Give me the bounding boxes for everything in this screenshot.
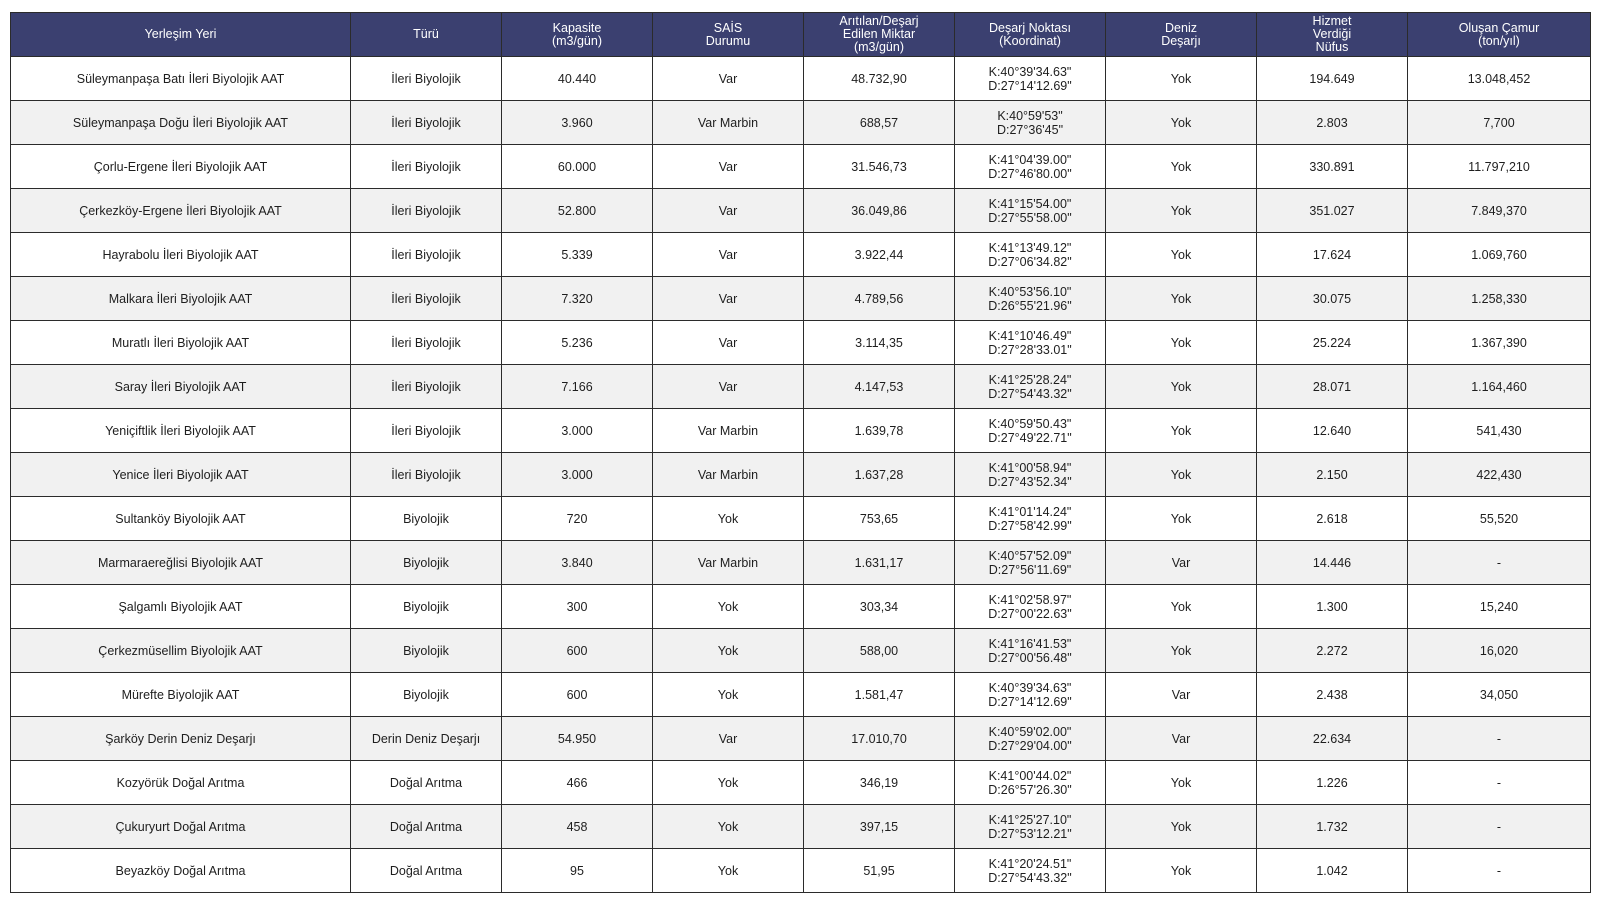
cell-capacity: 5.339	[502, 233, 653, 277]
cell-capacity: 466	[502, 761, 653, 805]
header-sais-status: SAİS Durumu	[653, 13, 804, 57]
cell-sais-status: Yok	[653, 629, 804, 673]
header-population-served: Hizmet Verdiği Nüfus	[1257, 13, 1408, 57]
cell-discharge-point: K:40°57'52.09" D:27°56'11.69"	[955, 541, 1106, 585]
cell-sais-status: Var	[653, 233, 804, 277]
cell-location: Şalgamlı Biyolojik AAT	[11, 585, 351, 629]
cell-sais-status: Var	[653, 57, 804, 101]
cell-population-served: 330.891	[1257, 145, 1408, 189]
table-row	[11, 849, 1591, 893]
cell-location: Saray İleri Biyolojik AAT	[11, 365, 351, 409]
table-row	[11, 453, 1591, 497]
cell-type: İleri Biyolojik	[351, 57, 502, 101]
cell-sludge: 16,020	[1408, 629, 1591, 673]
cell-type: İleri Biyolojik	[351, 453, 502, 497]
cell-population-served: 25.224	[1257, 321, 1408, 365]
cell-sea-discharge: Yok	[1106, 233, 1257, 277]
cell-sais-status: Yok	[653, 849, 804, 893]
cell-location: Şarköy Derin Deniz Deşarjı	[11, 717, 351, 761]
table-row	[11, 629, 1591, 673]
cell-sea-discharge: Yok	[1106, 57, 1257, 101]
cell-discharge-point: K:41°20'24.51" D:27°54'43.32"	[955, 849, 1106, 893]
cell-sea-discharge: Yok	[1106, 497, 1257, 541]
cell-population-served: 1.042	[1257, 849, 1408, 893]
cell-population-served: 14.446	[1257, 541, 1408, 585]
cell-sludge: 13.048,452	[1408, 57, 1591, 101]
cell-sais-status: Var	[653, 145, 804, 189]
cell-population-served: 351.027	[1257, 189, 1408, 233]
cell-discharge-point: K:41°10'46.49" D:27°28'33.01"	[955, 321, 1106, 365]
cell-population-served: 22.634	[1257, 717, 1408, 761]
cell-sais-status: Var	[653, 321, 804, 365]
table-row	[11, 101, 1591, 145]
cell-sludge: 1.069,760	[1408, 233, 1591, 277]
cell-sais-status: Var	[653, 717, 804, 761]
header-sludge: Oluşan Çamur (ton/yıl)	[1408, 13, 1591, 57]
cell-discharge-point: K:41°04'39.00" D:27°46'80.00"	[955, 145, 1106, 189]
cell-discharge-point: K:40°53'56.10" D:26°55'21.96"	[955, 277, 1106, 321]
cell-location: Çerkezmüsellim Biyolojik AAT	[11, 629, 351, 673]
cell-location: Çerkezköy-Ergene İleri Biyolojik AAT	[11, 189, 351, 233]
cell-treated-amount: 48.732,90	[804, 57, 955, 101]
cell-type: Doğal Arıtma	[351, 805, 502, 849]
cell-capacity: 7.166	[502, 365, 653, 409]
table-row	[11, 761, 1591, 805]
cell-discharge-point: K:41°00'44.02" D:26°57'26.30"	[955, 761, 1106, 805]
cell-treated-amount: 36.049,86	[804, 189, 955, 233]
cell-capacity: 458	[502, 805, 653, 849]
cell-sludge: 15,240	[1408, 585, 1591, 629]
cell-sais-status: Yok	[653, 585, 804, 629]
cell-population-served: 30.075	[1257, 277, 1408, 321]
cell-sea-discharge: Yok	[1106, 101, 1257, 145]
cell-capacity: 600	[502, 673, 653, 717]
cell-capacity: 720	[502, 497, 653, 541]
header-type: Türü	[351, 13, 502, 57]
cell-treated-amount: 31.546,73	[804, 145, 955, 189]
cell-discharge-point: K:41°01'14.24" D:27°58'42.99"	[955, 497, 1106, 541]
cell-capacity: 40.440	[502, 57, 653, 101]
cell-type: İleri Biyolojik	[351, 321, 502, 365]
cell-type: İleri Biyolojik	[351, 365, 502, 409]
cell-discharge-point: K:40°59'50.43" D:27°49'22.71"	[955, 409, 1106, 453]
cell-population-served: 2.150	[1257, 453, 1408, 497]
cell-treated-amount: 1.639,78	[804, 409, 955, 453]
cell-discharge-point: K:41°02'58.97" D:27°00'22.63"	[955, 585, 1106, 629]
cell-sea-discharge: Yok	[1106, 585, 1257, 629]
cell-population-served: 2.618	[1257, 497, 1408, 541]
cell-location: Hayrabolu İleri Biyolojik AAT	[11, 233, 351, 277]
cell-treated-amount: 588,00	[804, 629, 955, 673]
cell-population-served: 1.226	[1257, 761, 1408, 805]
cell-location: Muratlı İleri Biyolojik AAT	[11, 321, 351, 365]
cell-location: Çorlu-Ergene İleri Biyolojik AAT	[11, 145, 351, 189]
cell-location: Yenice İleri Biyolojik AAT	[11, 453, 351, 497]
cell-population-served: 2.803	[1257, 101, 1408, 145]
cell-treated-amount: 688,57	[804, 101, 955, 145]
cell-treated-amount: 303,34	[804, 585, 955, 629]
cell-treated-amount: 17.010,70	[804, 717, 955, 761]
cell-capacity: 3.000	[502, 453, 653, 497]
cell-population-served: 12.640	[1257, 409, 1408, 453]
cell-treated-amount: 1.581,47	[804, 673, 955, 717]
cell-sludge: 1.164,460	[1408, 365, 1591, 409]
cell-location: Yeniçiftlik İleri Biyolojik AAT	[11, 409, 351, 453]
cell-population-served: 2.272	[1257, 629, 1408, 673]
cell-sea-discharge: Yok	[1106, 321, 1257, 365]
cell-type: İleri Biyolojik	[351, 145, 502, 189]
cell-capacity: 600	[502, 629, 653, 673]
cell-sais-status: Var Marbin	[653, 453, 804, 497]
cell-sea-discharge: Var	[1106, 673, 1257, 717]
cell-discharge-point: K:41°25'27.10" D:27°53'12.21"	[955, 805, 1106, 849]
cell-capacity: 7.320	[502, 277, 653, 321]
cell-population-served: 17.624	[1257, 233, 1408, 277]
cell-sludge: 1.258,330	[1408, 277, 1591, 321]
cell-treated-amount: 1.631,17	[804, 541, 955, 585]
cell-sludge: 1.367,390	[1408, 321, 1591, 365]
cell-discharge-point: K:40°39'34.63" D:27°14'12.69"	[955, 57, 1106, 101]
cell-sludge: 34,050	[1408, 673, 1591, 717]
table-row	[11, 673, 1591, 717]
header-location: Yerleşim Yeri	[11, 13, 351, 57]
cell-discharge-point: K:40°39'34.63" D:27°14'12.69"	[955, 673, 1106, 717]
cell-sea-discharge: Yok	[1106, 629, 1257, 673]
cell-location: Marmaraereğlisi Biyolojik AAT	[11, 541, 351, 585]
cell-treated-amount: 346,19	[804, 761, 955, 805]
cell-sea-discharge: Yok	[1106, 805, 1257, 849]
cell-type: İleri Biyolojik	[351, 233, 502, 277]
wastewater-treatment-table	[10, 12, 1591, 893]
cell-sais-status: Yok	[653, 497, 804, 541]
table-row	[11, 189, 1591, 233]
cell-population-served: 1.300	[1257, 585, 1408, 629]
cell-sais-status: Var Marbin	[653, 101, 804, 145]
cell-discharge-point: K:41°25'28.24" D:27°54'43.32"	[955, 365, 1106, 409]
cell-capacity: 52.800	[502, 189, 653, 233]
cell-type: Biyolojik	[351, 673, 502, 717]
cell-discharge-point: K:41°00'58.94" D:27°43'52.34"	[955, 453, 1106, 497]
cell-sludge: 7,700	[1408, 101, 1591, 145]
cell-treated-amount: 1.637,28	[804, 453, 955, 497]
header-capacity: Kapasite (m3/gün)	[502, 13, 653, 57]
cell-type: Doğal Arıtma	[351, 761, 502, 805]
cell-type: Derin Deniz Deşarjı	[351, 717, 502, 761]
cell-treated-amount: 4.789,56	[804, 277, 955, 321]
cell-sludge: 7.849,370	[1408, 189, 1591, 233]
cell-capacity: 3.960	[502, 101, 653, 145]
cell-discharge-point: K:41°16'41.53" D:27°00'56.48"	[955, 629, 1106, 673]
cell-sea-discharge: Var	[1106, 717, 1257, 761]
table-body	[11, 57, 1591, 893]
cell-type: İleri Biyolojik	[351, 189, 502, 233]
cell-sais-status: Var	[653, 189, 804, 233]
cell-sludge: -	[1408, 761, 1591, 805]
table-row	[11, 365, 1591, 409]
cell-location: Kozyörük Doğal Arıtma	[11, 761, 351, 805]
cell-sludge: -	[1408, 717, 1591, 761]
cell-sea-discharge: Yok	[1106, 409, 1257, 453]
cell-treated-amount: 397,15	[804, 805, 955, 849]
header-row	[11, 13, 1591, 57]
header-discharge-point: Deşarj Noktası (Koordinat)	[955, 13, 1106, 57]
cell-capacity: 5.236	[502, 321, 653, 365]
cell-sais-status: Var Marbin	[653, 409, 804, 453]
cell-treated-amount: 51,95	[804, 849, 955, 893]
cell-sais-status: Var Marbin	[653, 541, 804, 585]
cell-location: Çukuryurt Doğal Arıtma	[11, 805, 351, 849]
cell-type: Biyolojik	[351, 585, 502, 629]
cell-sludge: -	[1408, 805, 1591, 849]
cell-sludge: -	[1408, 541, 1591, 585]
table-row	[11, 57, 1591, 101]
cell-type: İleri Biyolojik	[351, 409, 502, 453]
cell-sludge: 422,430	[1408, 453, 1591, 497]
cell-sludge: 11.797,210	[1408, 145, 1591, 189]
cell-discharge-point: K:41°15'54.00" D:27°55'58.00"	[955, 189, 1106, 233]
cell-capacity: 60.000	[502, 145, 653, 189]
cell-sea-discharge: Yok	[1106, 849, 1257, 893]
cell-location: Beyazköy Doğal Arıtma	[11, 849, 351, 893]
cell-treated-amount: 3.922,44	[804, 233, 955, 277]
table-row	[11, 409, 1591, 453]
table-row	[11, 233, 1591, 277]
cell-sais-status: Yok	[653, 673, 804, 717]
table-row	[11, 541, 1591, 585]
cell-location: Süleymanpaşa Doğu İleri Biyolojik AAT	[11, 101, 351, 145]
cell-treated-amount: 753,65	[804, 497, 955, 541]
header-treated-amount: Arıtılan/Deşarj Edilen Miktar (m3/gün)	[804, 13, 955, 57]
cell-sea-discharge: Yok	[1106, 453, 1257, 497]
cell-sea-discharge: Yok	[1106, 189, 1257, 233]
cell-treated-amount: 3.114,35	[804, 321, 955, 365]
cell-population-served: 1.732	[1257, 805, 1408, 849]
table-row	[11, 585, 1591, 629]
cell-type: Doğal Arıtma	[351, 849, 502, 893]
cell-location: Süleymanpaşa Batı İleri Biyolojik AAT	[11, 57, 351, 101]
cell-sais-status: Yok	[653, 805, 804, 849]
cell-population-served: 2.438	[1257, 673, 1408, 717]
cell-sludge: 541,430	[1408, 409, 1591, 453]
table-row	[11, 277, 1591, 321]
cell-location: Malkara İleri Biyolojik AAT	[11, 277, 351, 321]
table-row	[11, 805, 1591, 849]
cell-sea-discharge: Yok	[1106, 365, 1257, 409]
cell-type: İleri Biyolojik	[351, 277, 502, 321]
cell-type: Biyolojik	[351, 541, 502, 585]
cell-type: Biyolojik	[351, 497, 502, 541]
cell-sludge: 55,520	[1408, 497, 1591, 541]
cell-sea-discharge: Yok	[1106, 277, 1257, 321]
cell-sludge: -	[1408, 849, 1591, 893]
header-sea-discharge: Deniz Deşarjı	[1106, 13, 1257, 57]
cell-sea-discharge: Yok	[1106, 145, 1257, 189]
table-container	[10, 12, 1590, 893]
cell-location: Mürefte Biyolojik AAT	[11, 673, 351, 717]
cell-sea-discharge: Var	[1106, 541, 1257, 585]
cell-population-served: 28.071	[1257, 365, 1408, 409]
table-row	[11, 145, 1591, 189]
cell-capacity: 54.950	[502, 717, 653, 761]
cell-type: İleri Biyolojik	[351, 101, 502, 145]
cell-treated-amount: 4.147,53	[804, 365, 955, 409]
cell-capacity: 95	[502, 849, 653, 893]
cell-capacity: 3.000	[502, 409, 653, 453]
cell-capacity: 300	[502, 585, 653, 629]
cell-discharge-point: K:40°59'02.00" D:27°29'04.00"	[955, 717, 1106, 761]
table-row	[11, 717, 1591, 761]
cell-sais-status: Var	[653, 277, 804, 321]
cell-sea-discharge: Yok	[1106, 761, 1257, 805]
cell-discharge-point: K:41°13'49.12" D:27°06'34.82"	[955, 233, 1106, 277]
cell-type: Biyolojik	[351, 629, 502, 673]
cell-location: Sultanköy Biyolojik AAT	[11, 497, 351, 541]
cell-discharge-point: K:40°59'53" D:27°36'45"	[955, 101, 1106, 145]
cell-population-served: 194.649	[1257, 57, 1408, 101]
table-row	[11, 321, 1591, 365]
table-row	[11, 497, 1591, 541]
cell-capacity: 3.840	[502, 541, 653, 585]
cell-sais-status: Var	[653, 365, 804, 409]
cell-sais-status: Yok	[653, 761, 804, 805]
